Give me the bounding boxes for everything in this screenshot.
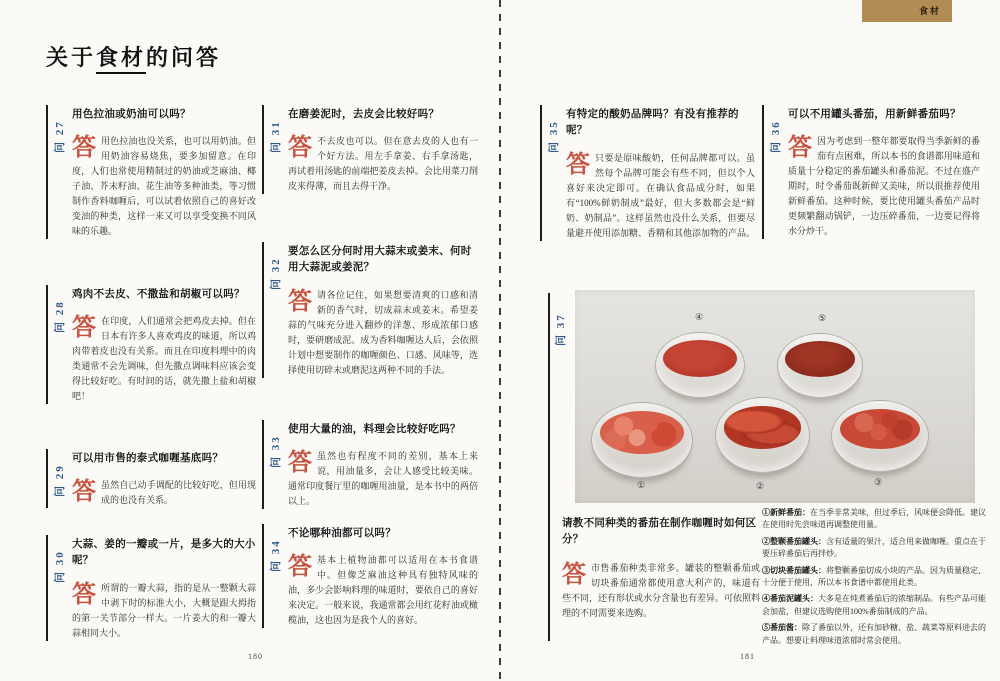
answer-glyph: 答 [566, 151, 590, 178]
qa-block-34 [262, 522, 478, 628]
answer-glyph: 答 [72, 479, 96, 506]
note-text: 含有适量的果汁，适合用来做咖喱。重点在于要压碎番茄后再拌炒。 [762, 536, 986, 559]
answer-text: 基本上植物油都可以适用在本书食谱中。但像芝麻油这种具有独特风味的油，多少会影响料理的味道时，要依自己的喜好来决定。一般来说，我通常都会用红花籽油或橄榄油，这也因为是我个人的喜好。 [288, 555, 478, 626]
qa-block-27 [46, 103, 256, 239]
answer-paragraph [288, 553, 478, 628]
photo-label-1: ① [637, 480, 646, 490]
answer-paragraph [72, 478, 256, 508]
answer-paragraph [566, 151, 755, 241]
note-text: 除了番茄以外，还有加砂糖、盐、蔬菜等原料进去的产品。想要让料理味道浓郁时常会使用。 [762, 623, 986, 645]
question-title: 有特定的酸奶品牌吗？有没有推荐的呢？ [566, 109, 739, 137]
note-marker: ③ [762, 565, 770, 575]
note-item [762, 536, 986, 561]
qa-block-28 [46, 283, 256, 404]
bowl-fresh-tomato [591, 402, 693, 478]
question-title: 大蒜、姜的一瓣或一片，是多大的大小呢？ [72, 539, 256, 567]
answer-paragraph [288, 449, 478, 509]
answer-text: 不去皮也可以。但在意去皮的人也有一个好方法。用左手拿姜、右手拿汤匙，再试着用汤匙的前端把姜皮去掉。会比用菜刀削皮来得薄，而且去得干净。 [288, 136, 478, 192]
tomato-paste-fill [785, 341, 856, 377]
answer-glyph: 答 [288, 135, 312, 162]
answer-text: 所谓的一瓣大蒜，指的是从一整颗大蒜中剥下时的标准大小，大概是跟大拇指的第一关节部分一样大。一片姜大的和一瓣大蒜相同大小。 [72, 582, 256, 638]
qa-block-30 [46, 533, 256, 641]
answer-text: 虽然自己动手调配的比较好吃，但用现成的也没有关系。 [101, 480, 256, 506]
question-title: 可以不用罐头番茄，用新鲜番茄吗？ [788, 109, 961, 120]
answer-text: 因为考虑到一整年都要取得当季新鲜的番茄有点困难，所以本书的食谱都用味道和质量十分稳定的番茄罐头和番茄泥。不过在盛产期时，时令番茄既新鲜又美味，所以很推荐使用新鲜番茄。这种时候，要比使用罐头番茄产品时更频繁翻动锅铲，一边压碎番茄，一边要记得将水分炒干。 [788, 136, 980, 237]
answer-text: 虽然也有程度不同的差别，基本上来说，用油量多，会让人感受比较美味。通常印度餐厅里的咖喱用油量，是本书中的两倍以上。 [288, 451, 478, 507]
answer-glyph: 答 [288, 450, 312, 477]
question-number-label: 问 31 [270, 120, 282, 153]
question-number-label: 问 30 [54, 550, 66, 583]
answer-paragraph [72, 134, 256, 239]
bowl-diced-tomato [831, 400, 929, 472]
center-fold-dashed-line [499, 0, 501, 681]
note-term: 整颗番茄罐头： [770, 536, 826, 546]
answer-paragraph [788, 134, 980, 239]
question-title: 不论哪种油都可以吗？ [288, 528, 396, 539]
question-title: 鸡肉不去皮、不撒盐和胡椒可以吗？ [72, 289, 245, 300]
photo-label-5: ⑤ [818, 313, 827, 323]
qa-block-37-rule [548, 293, 550, 641]
photo-label-2: ② [756, 481, 765, 491]
question-number-label: 问 34 [270, 539, 282, 572]
fresh-tomato-fill [600, 411, 684, 454]
question-number-label: 问 32 [270, 257, 282, 290]
question-title: 请教不同种类的番茄在制作咖喱时如何区分？ [562, 518, 757, 546]
answer-glyph: 答 [288, 288, 312, 315]
note-marker: ② [762, 536, 770, 546]
photo-label-4: ④ [695, 312, 704, 322]
question-number-label: 问 28 [54, 300, 66, 333]
answer-glyph: 答 [562, 561, 586, 588]
answer-glyph: 答 [788, 135, 812, 162]
question-number-label: 问 35 [548, 120, 560, 153]
bowl-tomato-puree [655, 332, 745, 398]
qa-block-33 [262, 418, 478, 509]
answer-text: 只要是原味酸奶，任何品牌都可以。虽然每个品牌可能会有些不同，但以个人喜好来决定即可。在确认食品成分时，如果有“100%鲜奶制成”最好，但大多数都会是“鲜奶、奶制品”。这样虽然也没什么关系，但要尽量避开使用添加糖、香精和其他添加物的产品。 [566, 152, 756, 238]
chapter-tab: 食材 [862, 0, 952, 22]
note-term: 番茄泥罐头： [770, 594, 818, 604]
note-marker: ① [762, 508, 770, 517]
note-term: 切块番茄罐头： [770, 565, 826, 575]
tomato-type-notes [762, 507, 986, 651]
answer-paragraph [288, 288, 478, 378]
note-item [762, 507, 986, 532]
question-title: 在磨姜泥时，去皮会比较好吗？ [288, 109, 440, 120]
answer-text: 请各位记住，如果想要清爽的口感和清新的香气时，切成蒜末或姜末。希望姜蒜的气味充分进入翻炒的洋葱、形成浓郁口感时，要研磨成泥。成为香料咖喱达人后，会依照计划中想要制作的咖喱颜色、口感、风味等，选择使用切碎末或磨泥这两种不同的手法。 [288, 289, 478, 375]
question-number-label: 问 27 [54, 120, 66, 153]
qa-block-36 [762, 103, 980, 239]
page-number-right: 181 [740, 652, 755, 661]
note-text: 将整颗番茄切成小块的产品。因为质量稳定，十分便于使用，所以本书食谱中都使用此类。 [762, 565, 986, 587]
question-title: 使用大量的油，料理会比较好吃吗？ [288, 424, 461, 435]
answer-text: 用色拉油也没关系，也可以用奶油。但用奶油容易烧焦，要多加留意。在印度，人们也常使用精制过的奶油或芝麻油、椰子油、芥末籽油、花生油等多种油类，等习惯制作香料咖喱后，可以试着依照自己的喜好改变油的种类，这样一来又可以享受变换不同风味的乐趣。 [72, 136, 256, 237]
page-title-highlight: 食材 [96, 45, 146, 74]
answer-paragraph [562, 561, 760, 621]
qa-block-32 [262, 240, 478, 378]
bowl-tomato-paste [777, 333, 863, 398]
note-item [762, 565, 986, 590]
qa-block-37 [562, 516, 760, 621]
tomato-puree-fill [663, 340, 737, 377]
photo-label-3: ③ [874, 477, 883, 487]
question-title: 可以用市售的泰式咖喱基底吗？ [72, 453, 224, 464]
answer-glyph: 答 [72, 135, 96, 162]
question-title: 用色拉油或奶油可以吗？ [72, 109, 191, 120]
question-number-label: 问 29 [54, 464, 66, 497]
diced-tomato-fill [840, 409, 920, 449]
answer-text: 在印度，人们通常会把鸡皮去掉。但在日本有许多人喜欢鸡皮的味道，所以鸡肉带着皮也没有关系。而且在印度料理中的肉类通常不会先调味，但先撒点调味料应该会变得比较好吃。有时间的话，就先撒上盐和胡椒吧！ [72, 316, 256, 402]
page-title [46, 41, 221, 72]
answer-glyph: 答 [72, 581, 96, 608]
note-item [762, 622, 986, 647]
answer-paragraph [72, 314, 256, 404]
tomato-bowls-photo [575, 290, 975, 503]
note-text: 大多是在炖煮番茄后的浓缩制品。有些产品可能会加盐，但建议选购使用100%番茄制成的产品。 [762, 594, 986, 616]
note-text: 在当季非常美味，但过季后，风味便会降低。建议在使用时先尝味道再调整使用量。 [762, 508, 986, 530]
question-number-label: 问 33 [270, 435, 282, 468]
note-marker: ④ [762, 594, 770, 604]
page-title-suffix: 的问答 [146, 44, 222, 70]
note-term: 番茄酱： [770, 623, 802, 633]
answer-glyph: 答 [288, 554, 312, 581]
answer-paragraph [288, 134, 478, 194]
note-term: 新鲜番茄： [770, 508, 810, 517]
answer-paragraph [72, 581, 256, 641]
question-title: 要怎么区分何时用大蒜末或姜末、何时用大蒜泥或姜泥？ [288, 246, 472, 274]
answer-glyph: 答 [72, 315, 96, 342]
note-marker: ⑤ [762, 623, 770, 633]
qa-block-29 [46, 447, 256, 508]
qa-block-31 [262, 103, 478, 194]
whole-tomato-fill [724, 406, 802, 449]
note-item [762, 593, 986, 618]
page-title-prefix: 关于 [46, 44, 97, 70]
question-number-label: 问 37 [555, 313, 567, 346]
question-number-label: 问 36 [770, 120, 782, 153]
page-number-left: 180 [248, 652, 263, 661]
bowl-whole-tomato [715, 397, 810, 473]
answer-text: 市售番茄种类非常多。罐装的整颗番茄或切块番茄通常都使用意大利产的，味道有些不同，还有形状或水分含量也有差异。可依照料理的不同需要来选购。 [562, 562, 761, 618]
qa-block-35 [540, 103, 755, 241]
